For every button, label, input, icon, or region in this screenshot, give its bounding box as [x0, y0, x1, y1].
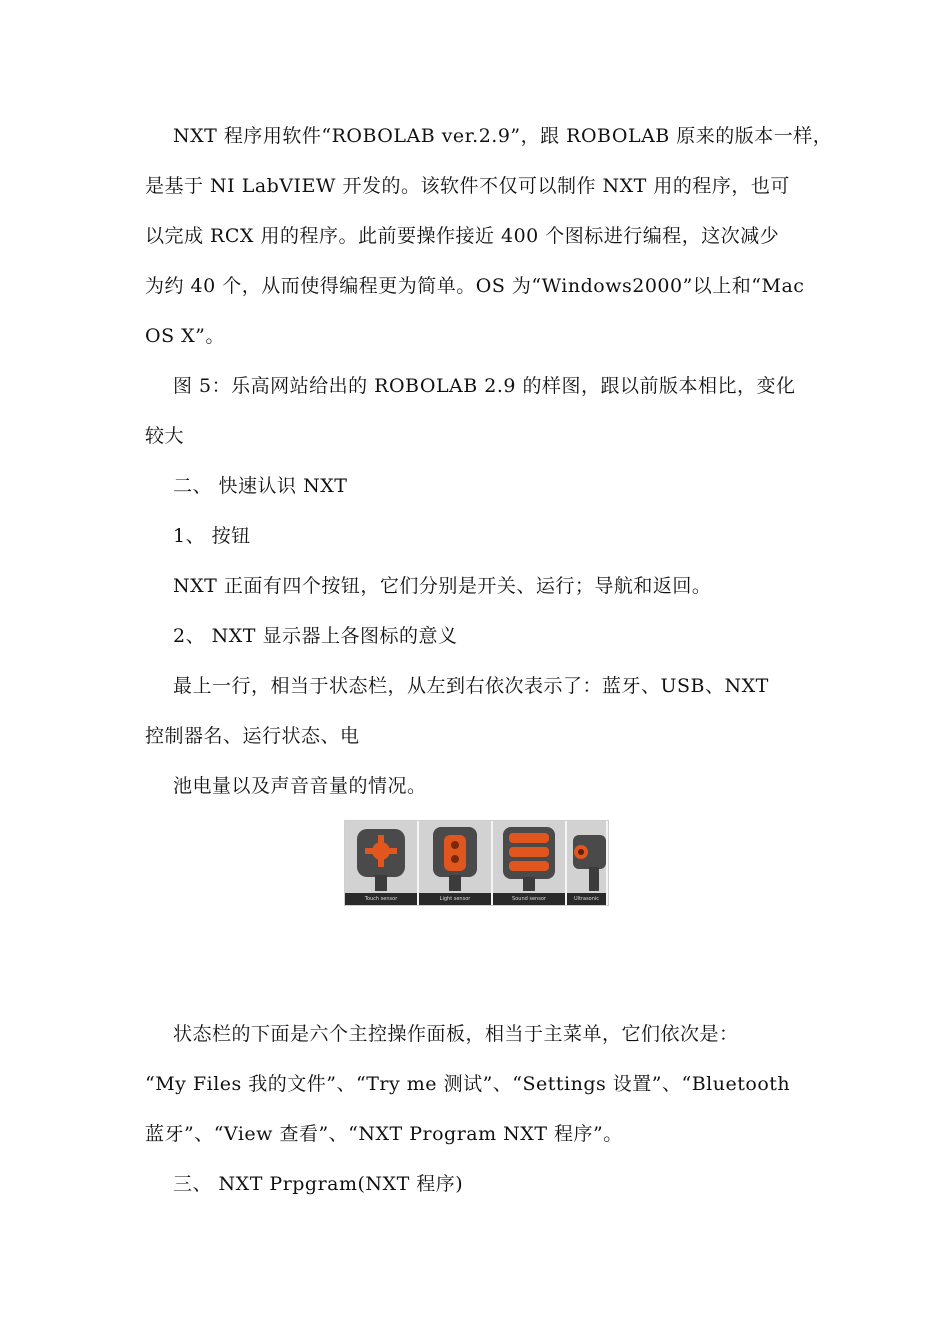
sound-sensor-image: [493, 821, 565, 905]
paragraph-line: NXT 正面有四个按钮，它们分别是开关、运行；导航和返回。: [173, 575, 712, 597]
figure-caption: 较大: [145, 425, 185, 447]
subsection-heading: 1、 按钮: [173, 525, 251, 547]
figure-caption: 图 5：乐高网站给出的 ROBOLAB 2.9 的样图，跟以前版本相比，变化: [173, 375, 796, 397]
paragraph-line: 池电量以及声音音量的情况。: [173, 775, 427, 797]
paragraph-line: “My Files 我的文件”、“Try me 测试”、“Settings 设置”、“Bluetooth: [145, 1073, 791, 1095]
paragraph-line: 是基于 NI LabVIEW 开发的。该软件不仅可以制作 NXT 用的程序，也可: [145, 175, 790, 197]
sensor-image-strip: [344, 820, 609, 906]
paragraph-line: NXT 程序用软件“ROBOLAB ver.2.9”，跟 ROBOLAB 原来的版本一样，: [173, 125, 833, 147]
paragraph-line: 为约 40 个，从而使得编程更为简单。OS 为“Windows2000”以上和“Mac: [145, 275, 805, 297]
paragraph-line: 蓝牙”、“View 查看”、“NXT Program NXT 程序”。: [145, 1123, 623, 1145]
sensor-caption: Light sensor: [419, 893, 491, 905]
paragraph-line: 以完成 RCX 用的程序。此前要操作接近 400 个图标进行编程，这次减少: [145, 225, 780, 247]
light-sensor-image: [419, 821, 491, 905]
paragraph-line: OS X”。: [145, 325, 225, 347]
sensor-caption: Sound sensor: [493, 893, 565, 905]
ultrasonic-sensor-image: [567, 821, 606, 905]
section-heading: 三、 NXT Prpgram(NXT 程序): [173, 1173, 464, 1195]
sensor-caption: Ultrasonic: [567, 893, 606, 905]
paragraph-line: 最上一行，相当于状态栏，从左到右依次表示了：蓝牙、USB、NXT: [173, 675, 769, 697]
touch-sensor-image: [345, 821, 417, 905]
paragraph-line: 状态栏的下面是六个主控操作面板，相当于主菜单，它们依次是：: [173, 1023, 739, 1045]
subsection-heading: 2、 NXT 显示器上各图标的意义: [173, 625, 458, 647]
paragraph-line: 控制器名、运行状态、电: [145, 725, 360, 747]
sensor-caption: Touch sensor: [345, 893, 417, 905]
section-heading: 二、 快速认识 NXT: [173, 475, 348, 497]
